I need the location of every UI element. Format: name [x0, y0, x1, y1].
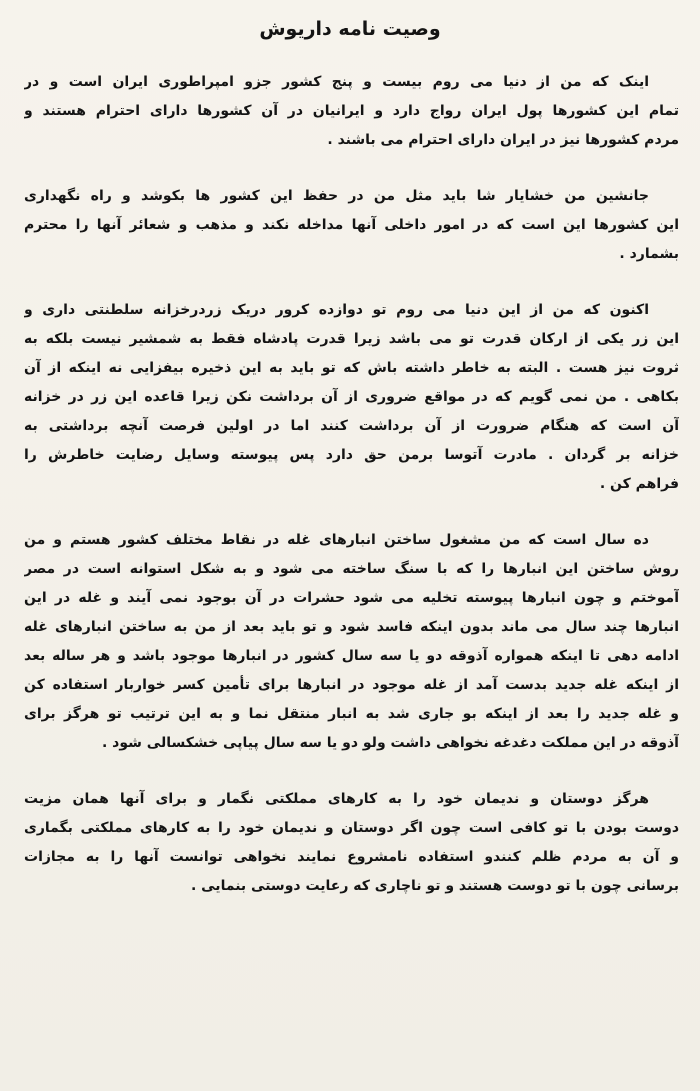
text-line: هرگز دوستان و ندیمان خود را به کارهای مملکتی نگمار و برای آنها همان مزیت: [24, 791, 649, 807]
paragraph-5: [24, 785, 679, 901]
text-line: اینک که من از دنیا می روم بیست و پنج کشور جزو امپراطوری ایران است و در: [24, 74, 649, 90]
text-line: اکنون که من از این دنیا می روم تو دوازده کرور دریک زردرخزانه سلطنتی داری و: [24, 302, 649, 318]
text-line: جانشین من خشایار شا باید مثل من در حفظ این کشور ها بکوشد و راه نگهداری: [24, 188, 649, 204]
text-line: مردم کشورها نیز در ایران دارای احترام می باشند .: [327, 132, 679, 148]
text-line: بشمارد .: [619, 246, 679, 262]
text-line: بکاهی . من نمی گویم که در مواقع ضروری از آن برداشت نکن زیرا قاعده این زر در خزانه: [24, 389, 679, 405]
document-title: وصیت نامه داریوش: [259, 18, 441, 40]
text-line: آن است که هنگام ضرورت از آن برداشت کنند اما در اولین فرصت آنچه برداشتی به: [24, 418, 679, 434]
text-line: دوست بودن با تو کافی است چون اگر دوستان و ندیمان خود را به کارهای مملکتی بگماری: [24, 820, 679, 836]
text-line: و آن به مردم ظلم کنندو استفاده نامشروع نمایند نخواهی توانست آنها را به مجازات: [24, 849, 679, 865]
text-line: فراهم کن .: [599, 476, 679, 492]
text-line: و غله جدید را بعد از اینکه بو جاری شد به انبار منتقل نما و به این ترتیب تو هرگز برای: [24, 706, 679, 722]
text-line: برسانی چون با تو دوست هستند و تو ناچاری که رعایت دوستی بنمایی .: [190, 878, 679, 894]
paragraph-2: [24, 182, 679, 269]
text-line: روش ساختن این انبارها را که با سنگ ساخته می شود و به شکل استوانه است در مصر: [24, 561, 679, 577]
text-line: انبارها چند سال می ماند بدون اینکه فاسد شود و تو باید بعد از من به ساختن انبارهای غله: [24, 619, 679, 635]
text-line: ثروت نیز هست . البته به خاطر داشته باش که تو باید به این ذخیره بیفزایی نه اینکه از آن: [24, 360, 679, 376]
document-body: [24, 68, 679, 928]
text-line: آذوقه در این مملکت دغدغه نخواهی داشت ولو دو یا سه سال پیاپی خشکسالی شود .: [101, 735, 679, 751]
paragraph-4: [24, 526, 679, 758]
text-line: تمام این کشورها پول ایران رواج دارد و ایرانیان در آن کشورها دارای احترام هستند و: [24, 103, 679, 119]
paragraph-1: [24, 68, 679, 155]
text-line: از اینکه غله جدید بدست آمد از غله موجود در انبارها برای تأمین کسر خواربار استفاده کن: [24, 677, 679, 693]
text-line: آموختم و چون انبارها پیوسته تخلیه می شود حشرات در آن بوجود نمی آیند و غله در این: [24, 590, 679, 606]
text-line: این کشورها این است که در امور داخلی آنها مداخله نکند و مذهب و شعائر آنها را محترم: [24, 217, 679, 233]
paragraph-3: [24, 296, 679, 499]
text-line: ادامه دهی تا اینکه همواره آذوقه دو یا سه سال کشور در انبارها موجود باشد و هر ساله بعد: [24, 648, 679, 664]
text-line: این زر یکی از ارکان قدرت تو می باشد زیرا قدرت پادشاه فقط به شمشیر نیست بلکه به: [24, 331, 679, 347]
text-line: خزانه بر گردان . مادرت آتوسا برمن حق دارد پس پیوسته وسایل رضایت خاطرش را: [24, 447, 679, 463]
text-line: ده سال است که من مشغول ساختن انبارهای غله در نقاط مختلف کشور هستم و من: [24, 532, 649, 548]
